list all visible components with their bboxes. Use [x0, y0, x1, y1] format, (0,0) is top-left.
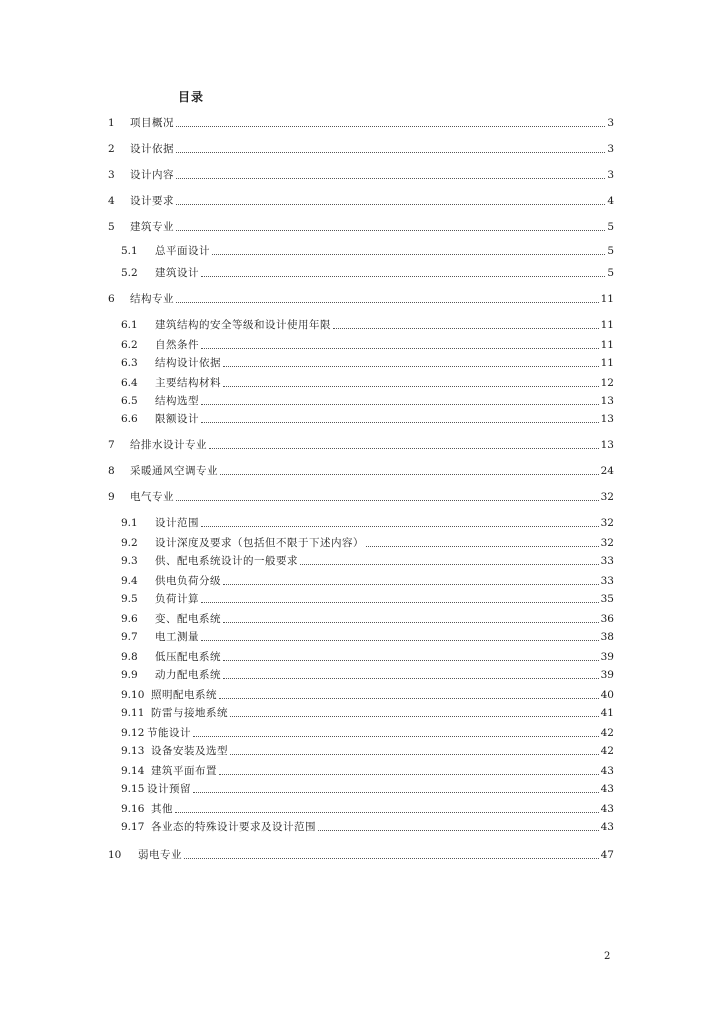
toc-entry[interactable] [121, 610, 614, 626]
toc-entry-number: 9.8 [121, 651, 138, 663]
toc-leader-dots [201, 276, 605, 277]
toc-leader-dots [223, 678, 599, 679]
toc-entry-title: 主要结构材料 [155, 377, 221, 389]
toc-entry[interactable] [121, 800, 614, 816]
toc-entry[interactable] [121, 316, 614, 332]
toc-entry-number: 6 [108, 293, 115, 305]
toc-entry[interactable] [121, 242, 614, 258]
toc-entry[interactable] [121, 686, 614, 702]
toc-entry[interactable] [121, 392, 614, 408]
toc-entry[interactable] [121, 552, 614, 568]
toc-leader-dots [230, 716, 599, 717]
toc-entry-number: 9.13 [121, 745, 145, 757]
toc-entry-number: 9.17 [121, 821, 145, 833]
toc-entry-title: 设计深度及要求（包括但不限于下述内容） [155, 537, 364, 549]
toc-entry-page: 5 [607, 245, 614, 257]
toc-entry-number: 9.5 [121, 593, 138, 605]
toc-entry-number: 6.5 [121, 395, 138, 407]
toc-entry-page: 13 [600, 439, 614, 451]
toc-entry-page: 39 [600, 651, 614, 663]
toc-leader-dots [176, 178, 605, 179]
toc-entry-title: 设计范围 [155, 517, 199, 529]
toc-entry-page: 33 [600, 555, 614, 567]
toc-entry-page: 3 [607, 117, 614, 129]
toc-entry-title: 设计预留 [147, 783, 191, 795]
toc-leader-dots [223, 622, 599, 623]
toc-entry-number: 9.7 [121, 631, 138, 643]
toc-leader-dots [201, 404, 599, 405]
toc-entry-number: 5 [108, 221, 115, 233]
toc-entry-page: 11 [600, 293, 614, 305]
toc-entry-title: 采暖通风空调专业 [130, 465, 218, 477]
toc-leader-dots [175, 812, 599, 813]
toc-entry-number: 1 [108, 117, 115, 129]
toc-entry-number: 4 [108, 195, 115, 207]
toc-entry[interactable] [108, 488, 614, 504]
toc-entry-page: 5 [607, 267, 614, 279]
toc-entry[interactable] [121, 762, 614, 778]
toc-entry-number: 7 [108, 439, 115, 451]
toc-entry-number: 6.3 [121, 357, 138, 369]
toc-entry-title: 电工测量 [155, 631, 199, 643]
toc-entry[interactable] [108, 462, 614, 478]
toc-entry-page: 38 [600, 631, 614, 643]
toc-leader-dots [201, 602, 599, 603]
toc-entry-title: 供电负荷分级 [155, 575, 221, 587]
toc-entry-title: 负荷计算 [155, 593, 199, 605]
toc-leader-dots [201, 526, 599, 527]
toc-leader-dots [176, 302, 599, 303]
toc-entry-page: 43 [600, 803, 614, 815]
toc-entry-number: 9.11 [121, 707, 145, 719]
toc-entry[interactable] [121, 590, 614, 606]
toc-entry-title: 结构选型 [155, 395, 199, 407]
toc-entry-title: 设备安装及选型 [151, 745, 228, 757]
toc-entry[interactable] [121, 648, 614, 664]
toc-entry-title: 设计依据 [130, 143, 174, 155]
toc-entry-number: 2 [108, 143, 115, 155]
toc-entry-page: 3 [607, 143, 614, 155]
toc-entry-page: 12 [600, 377, 614, 389]
toc-entry-page: 47 [600, 849, 614, 861]
toc-entry-title: 各业态的特殊设计要求及设计范围 [151, 821, 316, 833]
toc-entry[interactable] [121, 534, 614, 550]
toc-entry-page: 5 [607, 221, 614, 233]
toc-entry[interactable] [121, 514, 614, 530]
toc-entry-number: 9.2 [121, 537, 138, 549]
toc-leader-dots [176, 152, 605, 153]
toc-entry-page: 32 [600, 517, 614, 529]
toc-entry-number: 9.1 [121, 517, 138, 529]
toc-leader-dots [300, 564, 599, 565]
toc-entry-page: 11 [600, 319, 614, 331]
toc-entry-page: 39 [600, 669, 614, 681]
toc-leader-dots [193, 792, 599, 793]
toc-entry-page: 4 [607, 195, 614, 207]
toc-leader-dots [333, 328, 599, 329]
toc-entry[interactable] [108, 436, 614, 452]
toc-entry[interactable] [121, 628, 614, 644]
toc-entry[interactable] [108, 192, 614, 208]
toc-entry-number: 6.4 [121, 377, 138, 389]
toc-entry-title: 结构设计依据 [155, 357, 221, 369]
toc-entry[interactable] [121, 780, 614, 796]
toc-entry-page: 13 [600, 395, 614, 407]
toc-entry-title: 限额设计 [155, 413, 199, 425]
toc-entry-title: 建筑专业 [130, 221, 174, 233]
toc-entry[interactable] [121, 818, 614, 834]
toc-entry-number: 9.15 [121, 783, 145, 795]
toc-entry[interactable] [121, 410, 614, 426]
toc-entry-page: 13 [600, 413, 614, 425]
toc-entry-page: 3 [607, 169, 614, 181]
toc-entry-page: 33 [600, 575, 614, 587]
toc-entry-number: 9 [108, 491, 115, 503]
toc-entry-number: 9.14 [121, 765, 145, 777]
toc-entry[interactable] [121, 264, 614, 280]
toc-leader-dots [366, 546, 599, 547]
toc-entry[interactable] [108, 166, 614, 182]
toc-entry-number: 9.3 [121, 555, 138, 567]
toc-leader-dots [318, 830, 599, 831]
toc-entry[interactable] [121, 742, 614, 758]
toc-entry-page: 11 [600, 357, 614, 369]
toc-entry-number: 9.9 [121, 669, 138, 681]
toc-entry-page: 42 [600, 727, 614, 739]
toc-entry-title: 其他 [151, 803, 173, 815]
toc-entry[interactable] [108, 140, 614, 156]
toc-entry[interactable] [121, 724, 614, 740]
toc-leader-dots [212, 254, 605, 255]
toc-entry-title: 建筑设计 [155, 267, 199, 279]
toc-entry-page: 41 [600, 707, 614, 719]
toc-leader-dots [220, 474, 599, 475]
toc-leader-dots [223, 366, 599, 367]
toc-entry-number: 9.12 [121, 727, 145, 739]
toc-entry-title: 项目概况 [130, 117, 174, 129]
toc-leader-dots [176, 126, 605, 127]
toc-leader-dots [176, 204, 605, 205]
toc-entry-page: 32 [600, 537, 614, 549]
toc-leader-dots [209, 448, 599, 449]
toc-entry-title: 动力配电系统 [155, 669, 221, 681]
toc-entry-number: 9.6 [121, 613, 138, 625]
toc-entry-title: 变、配电系统 [155, 613, 221, 625]
toc-entry-title: 电气专业 [130, 491, 174, 503]
toc-entry-title: 设计内容 [130, 169, 174, 181]
toc-entry-page: 40 [600, 689, 614, 701]
toc-entry-number: 5.2 [121, 267, 138, 279]
toc-entry[interactable] [108, 290, 614, 306]
toc-entry[interactable] [121, 336, 614, 352]
page-number: 2 [604, 951, 611, 962]
toc-entry[interactable] [121, 704, 614, 720]
toc-entry-title: 建筑结构的安全等级和设计使用年限 [155, 319, 331, 331]
toc-entry[interactable] [121, 666, 614, 682]
toc-entry[interactable] [108, 218, 614, 234]
toc-entry-number: 6.6 [121, 413, 138, 425]
toc-leader-dots [201, 422, 599, 423]
toc-entry-page: 42 [600, 745, 614, 757]
toc-entry-number: 5.1 [121, 245, 138, 257]
toc-entry-page: 36 [600, 613, 614, 625]
toc-entry-title: 节能设计 [147, 727, 191, 739]
toc-entry-page: 24 [600, 465, 614, 477]
toc-leader-dots [176, 230, 605, 231]
toc-leader-dots [223, 660, 599, 661]
toc-entry-number: 3 [108, 169, 115, 181]
toc-entry-page: 11 [600, 339, 614, 351]
toc-leader-dots [201, 348, 599, 349]
toc-entry[interactable] [108, 846, 614, 862]
toc-entry-number: 6.2 [121, 339, 138, 351]
toc-leader-dots [201, 640, 599, 641]
toc-entry-number: 8 [108, 465, 115, 477]
toc-entry-title: 自然条件 [155, 339, 199, 351]
toc-entry-title: 照明配电系统 [151, 689, 217, 701]
toc-leader-dots [176, 500, 599, 501]
toc-entry[interactable] [121, 572, 614, 588]
toc-entry-number: 9.10 [121, 689, 145, 701]
toc-leader-dots [230, 754, 599, 755]
toc-leader-dots [193, 736, 599, 737]
toc-entry-title: 给排水设计专业 [130, 439, 207, 451]
toc-entry-title: 低压配电系统 [155, 651, 221, 663]
toc-entry[interactable] [121, 374, 614, 390]
toc-entry-number: 6.1 [121, 319, 138, 331]
toc-leader-dots [223, 386, 599, 387]
toc-entry-page: 43 [600, 783, 614, 795]
toc-entry-number: 10 [108, 849, 122, 861]
toc-leader-dots [219, 774, 599, 775]
toc-entry-title: 弱电专业 [138, 849, 182, 861]
toc-entry-page: 35 [600, 593, 614, 605]
toc-entry-title: 防雷与接地系统 [151, 707, 228, 719]
toc-entry-page: 32 [600, 491, 614, 503]
toc-entry-title: 总平面设计 [155, 245, 210, 257]
toc-entry-title: 供、配电系统设计的一般要求 [155, 555, 298, 567]
toc-entry-number: 9.16 [121, 803, 145, 815]
toc-leader-dots [223, 584, 599, 585]
toc-entry-page: 43 [600, 821, 614, 833]
toc-entry-title: 设计要求 [130, 195, 174, 207]
toc-entry[interactable] [108, 114, 614, 130]
toc-entry-number: 9.4 [121, 575, 138, 587]
toc-entry-title: 结构专业 [130, 293, 174, 305]
toc-leader-dots [184, 858, 599, 859]
toc-title: 目录 [178, 90, 205, 104]
toc-entry[interactable] [121, 354, 614, 370]
toc-entry-title: 建筑平面布置 [151, 765, 217, 777]
toc-entry-page: 43 [600, 765, 614, 777]
toc-leader-dots [219, 698, 599, 699]
